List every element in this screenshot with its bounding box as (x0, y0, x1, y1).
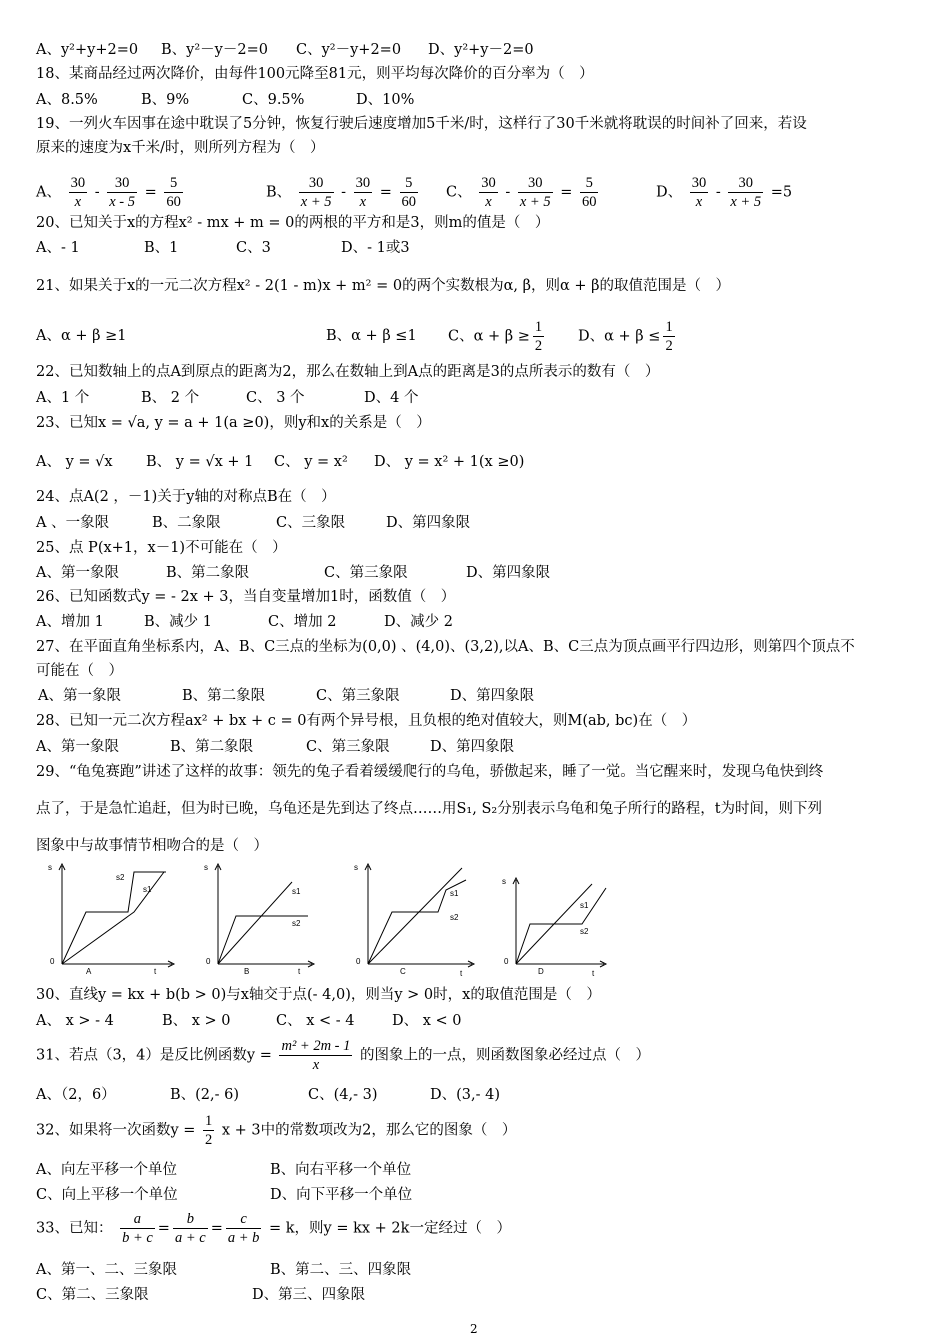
q21-option-b: B、α + β ≤1 (326, 328, 417, 344)
q24-option-d: D、第四象限 (386, 515, 471, 531)
graph-c-letter: C (400, 967, 406, 976)
q27-option-d: D、第四象限 (450, 688, 535, 704)
q23-option-c: C、 y = x² (274, 454, 348, 470)
q18-option-a: A、8.5% (36, 92, 98, 108)
q19-options (36, 164, 920, 210)
q23-option-a: A、 y = √x (36, 454, 113, 470)
q21-options (36, 318, 920, 360)
q29-stem-line2: 点了，于是急忙追赶，但为时已晚，乌龟还是先到达了终点……用S₁, S₂分别表示乌龟和兔子所行的路程，t为时间，则下列 (36, 801, 823, 817)
graph-a-origin: 0 (50, 957, 55, 966)
q32-option-c: C、向上平移一个单位 (36, 1187, 178, 1203)
page-number: 2 (470, 1322, 478, 1336)
q26-option-c: C、增加 2 (268, 614, 337, 630)
q22-option-d: D、4 个 (364, 390, 419, 406)
graph-c-origin: 0 (356, 957, 361, 966)
q29-stem-line1: 29、“龟兔赛跑”讲述了这样的故事：领先的兔子看着缓缓爬行的乌龟，骄傲起来，睡了一觉。当它醒来时，发现乌龟快到终 (36, 764, 824, 780)
graph-d (490, 860, 615, 980)
q24-option-c: C、三象限 (276, 515, 346, 531)
q24-option-b: B、二象限 (152, 515, 221, 531)
q26-stem: 26、已知函数式y = - 2x + 3，当自变量增加1时，函数值（ ） (36, 589, 456, 605)
q26-option-d: D、减少 2 (384, 614, 453, 630)
q18-option-d: D、10% (356, 92, 415, 108)
q30-option-d: D、 x < 0 (392, 1013, 462, 1029)
q31-option-d: D、(3,- 4) (430, 1087, 501, 1103)
graph-d-curve-label-1: s1 (580, 901, 589, 910)
q19-stem-line2: 原来的速度为x千米/时，则所列方程为（ ） (36, 140, 325, 156)
graph-b (192, 860, 322, 980)
q25-stem: 25、点 P(x+1，x－1)不可能在（ ） (36, 540, 287, 556)
q19-stem-line1: 19、一列火车因事在途中耽误了5分钟，恢复行驶后速度增加5千米/时，这样行了30千米就将耽误的时间补了回来，若设 (36, 116, 807, 132)
q22-stem: 22、已知数轴上的点A到原点的距离为2，那么在数轴上到A点的距离是3的点所表示的数有（ ） (36, 364, 660, 380)
q33-stem: 33、已知： $\frac{a}{b + c}$ = $\frac{b}{a + c}$ = $\frac{c}{a + b}$ = k，则y = kx + 2k一定经过（ ） (36, 1211, 511, 1246)
q19-option-b: B、 $\frac{30}{x + 5}$ - $\frac{30}{x}$ = $\frac{5}{60}$ (266, 175, 416, 210)
q32-option-d: D、向下平移一个单位 (270, 1187, 413, 1203)
q20-option-d: D、- 1或3 (341, 240, 410, 256)
q21-stem: 21、如果关于x的一元二次方程x² - 2(1 - m)x + m² = 0的两个实数根为α, β，则α + β的取值范围是（ ） (36, 278, 731, 294)
graph-d-s-label: s (502, 877, 506, 886)
graph-b-origin: 0 (206, 957, 211, 966)
q27-option-a: A、第一象限 (38, 688, 121, 704)
q18-stem: 18、某商品经过两次降价，由每件100元降至81元，则平均每次降价的百分率为（ ） (36, 66, 594, 82)
q31-option-a: A、（2，6） (36, 1087, 116, 1103)
q22-option-a: A、1 个 (36, 390, 90, 406)
q23-option-d: D、 y = x² + 1(x ≥0) (374, 454, 525, 470)
q25-option-d: D、第四象限 (466, 565, 551, 581)
q31-stem: 31、若点（3，4）是反比例函数y = $\frac{\text{m² + 2m - 1}}{x}$ 的图象上的一点，则函数图象必经过点（ ） (36, 1038, 650, 1073)
graph-d-letter: D (538, 967, 544, 976)
q17-option-c: C、y²－y+2=0 (296, 42, 402, 58)
q21-option-c: C、α + β ≥ $\frac{1}{2}$ (448, 319, 543, 354)
q32-stem: 32、如果将一次函数y = $\frac{1}{2}$ x + 3中的常数项改为2，那么它的图象（ ） (36, 1113, 517, 1148)
q33-option-c: C、第二、三象限 (36, 1287, 149, 1303)
graph-a-curve-label-2: s1 (143, 885, 152, 894)
q23-stem: 23、已知x = √a, y = a + 1(a ≥0)，则y和x的关系是（ ） (36, 415, 431, 431)
q26-option-a: A、增加 1 (36, 614, 104, 630)
graph-a-s-label: s (48, 863, 52, 872)
q27-option-c: C、第三象限 (316, 688, 400, 704)
q27-stem-line1: 27、在平面直角坐标系内，A、B、C三点的坐标为(0,0) 、(4,0)、(3,2),以A、B、C三点为顶点画平行四边形，则第四个顶点不 (36, 639, 855, 655)
graph-c-t-label: t (460, 969, 463, 978)
q21-option-d: D、α + β ≤ $\frac{1}{2}$ (578, 319, 673, 354)
q27-stem-line2: 可能在（ ） (36, 663, 123, 679)
q18-option-b: B、9% (141, 92, 190, 108)
q25-option-c: C、第三象限 (324, 565, 408, 581)
q26-option-b: B、减少 1 (144, 614, 212, 630)
q19-option-c: C、 $\frac{30}{x}$ - $\frac{30}{x + 5}$ = $\frac{5}{60}$ (446, 175, 597, 210)
q28-stem: 28、已知一元二次方程ax² + bx + c = 0有两个异号根，且负根的绝对值较大，则M(ab, bc)在（ ） (36, 713, 697, 729)
q20-stem: 20、已知关于x的方程x² - mx + m = 0的两根的平方和是3，则m的值是（ ） (36, 215, 550, 231)
q23-option-b: B、 y = √x + 1 (146, 454, 254, 470)
q28-option-a: A、第一象限 (36, 739, 119, 755)
q30-stem: 30、直线y = kx + b(b > 0)与x轴交于点(- 4,0)，则当y > 0时，x的取值范围是（ ） (36, 987, 601, 1003)
q19-option-d: D、 $\frac{30}{x}$ - $\frac{30}{x + 5}$ =5 (656, 175, 793, 210)
graph-c-curve-label-2: s2 (450, 913, 459, 922)
q21-option-a: A、α + β ≥1 (36, 328, 127, 344)
q22-option-b: B、 2 个 (141, 390, 200, 406)
q28-option-d: D、第四象限 (430, 739, 515, 755)
graph-c-s-label: s (354, 863, 358, 872)
q30-option-b: B、 x > 0 (162, 1013, 231, 1029)
graph-b-t-label: t (298, 967, 301, 976)
q19-option-a: A、 $\frac{30}{x}$ - $\frac{30}{x - 5}$ = $\frac{5}{60}$ (36, 175, 181, 210)
q17-option-b: B、y²－y－2=0 (161, 42, 268, 58)
q33-option-a: A、第一、二、三象限 (36, 1262, 177, 1278)
q30-option-a: A、 x > - 4 (36, 1013, 114, 1029)
graph-b-s-label: s (204, 863, 208, 872)
graph-a-curve-label-1: s2 (116, 873, 125, 882)
q17-option-d: D、y²+y－2=0 (428, 42, 534, 58)
graph-d-curve-label-2: s2 (580, 927, 589, 936)
graph-a (36, 860, 181, 980)
q27-option-b: B、第二象限 (182, 688, 266, 704)
q20-option-a: A、- 1 (36, 240, 80, 256)
graph-b-letter: B (244, 967, 250, 976)
q28-option-b: B、第二象限 (170, 739, 254, 755)
q32-option-b: B、向右平移一个单位 (270, 1162, 412, 1178)
graph-d-origin: 0 (504, 957, 509, 966)
graph-c-curve-label-1: s1 (450, 889, 459, 898)
q20-option-c: C、3 (236, 240, 271, 256)
q31-option-c: C、(4,- 3) (308, 1087, 378, 1103)
q20-option-b: B、1 (144, 240, 179, 256)
graph-b-curve-label-2: s2 (292, 919, 301, 928)
q28-option-c: C、第三象限 (306, 739, 390, 755)
q18-option-c: C、9.5% (242, 92, 305, 108)
q22-option-c: C、 3 个 (246, 390, 305, 406)
graph-d-t-label: t (592, 969, 595, 978)
q31-option-b: B、(2,- 6) (170, 1087, 240, 1103)
graph-a-t-label: t (154, 967, 157, 976)
graph-c (342, 860, 482, 980)
graph-a-letter: A (86, 967, 92, 976)
q33-option-d: D、第三、四象限 (252, 1287, 366, 1303)
q17-option-a: A、y²+y+2=0 (36, 42, 139, 58)
q25-option-b: B、第二象限 (166, 565, 250, 581)
q24-option-a: A 、一象限 (36, 515, 110, 531)
q25-option-a: A、第一象限 (36, 565, 119, 581)
graph-b-curve-label-1: s1 (292, 887, 301, 896)
q33-option-b: B、第二、三、四象限 (270, 1262, 412, 1278)
q30-option-c: C、 x < - 4 (276, 1013, 355, 1029)
q32-option-a: A、向左平移一个单位 (36, 1162, 177, 1178)
q24-stem: 24、点A(2 ，－1)关于y轴的对称点B在（ ） (36, 489, 336, 505)
q29-stem-line3: 图象中与故事情节相吻合的是（ ） (36, 838, 268, 854)
